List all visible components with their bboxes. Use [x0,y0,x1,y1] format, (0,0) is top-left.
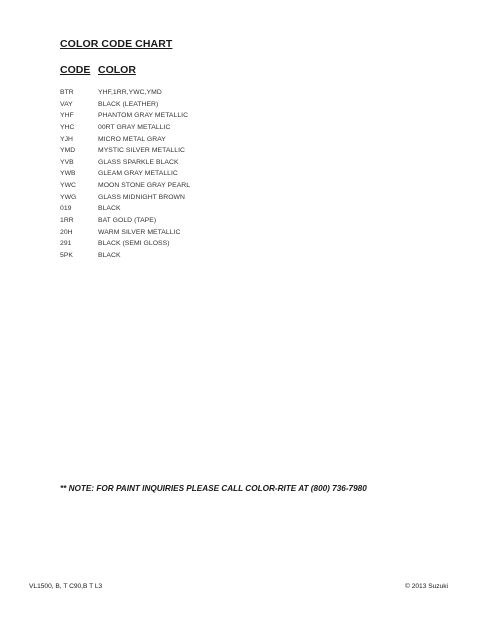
table-row [60,147,360,159]
table-row [60,136,360,148]
row-color: GLASS MIDNIGHT BROWN [98,193,185,201]
row-code: YWG [60,193,77,201]
color-code-list [60,89,360,264]
table-row [60,194,360,206]
row-code: BTR [60,89,74,96]
row-color: BAT GOLD (TAPE) [98,217,157,225]
row-color: GLEAM GRAY METALLIC [98,170,178,178]
row-color: PHANTOM GRAY METALLIC [98,112,189,120]
row-color: BLACK (LEATHER) [98,100,159,108]
table-row [60,112,360,124]
row-code: 1RR [60,217,74,225]
row-code: 291 [60,240,72,248]
footer-model-info: VL1500, B, T C90,B T L3 [29,583,103,590]
row-color: YHF,1RR,YWC,YMD [98,89,162,96]
table-row [60,101,360,113]
row-code: VAY [60,100,73,108]
row-code: YHF [60,112,74,120]
row-color: WARM SILVER METALLIC [98,228,181,236]
row-color: MICRO METAL GRAY [98,135,166,143]
row-color: MYSTIC SILVER METALLIC [98,147,185,155]
table-row [60,124,360,136]
table-row [60,240,360,252]
table-row [60,170,360,182]
row-color: BLACK [98,205,121,213]
row-color: GLASS SPARKLE BLACK [98,158,179,166]
row-code: 20H [60,228,73,236]
table-row [60,205,360,217]
row-code: YWB [60,170,76,178]
table-row [60,182,360,194]
code-column-header: CODE [60,64,91,76]
row-code: YMD [60,147,76,155]
color-column-header: COLOR [98,64,136,76]
row-color: MOON STONE GRAY PEARL [98,182,191,190]
row-color: 00RT GRAY METALLIC [98,123,171,131]
row-code: YHC [60,123,75,131]
table-row [60,159,360,171]
row-color: BLACK [98,251,121,259]
row-code: YWC [60,182,77,190]
row-code: 019 [60,205,72,213]
table-row [60,217,360,229]
row-code: 5PK [60,251,73,259]
table-row [60,252,360,264]
paint-inquiry-note: ** NOTE: FOR PAINT INQUIRIES PLEASE CALL COLOR-RITE AT (800) 736-7980 [60,484,367,493]
row-code: YVB [60,158,74,166]
row-color: BLACK (SEMI GLOSS) [98,240,170,248]
table-row [60,89,360,101]
footer-copyright: © 2013 Suzuki [405,583,448,590]
row-code: YJH [60,135,73,143]
table-row [60,229,360,241]
document-title: COLOR CODE CHART [60,38,173,50]
